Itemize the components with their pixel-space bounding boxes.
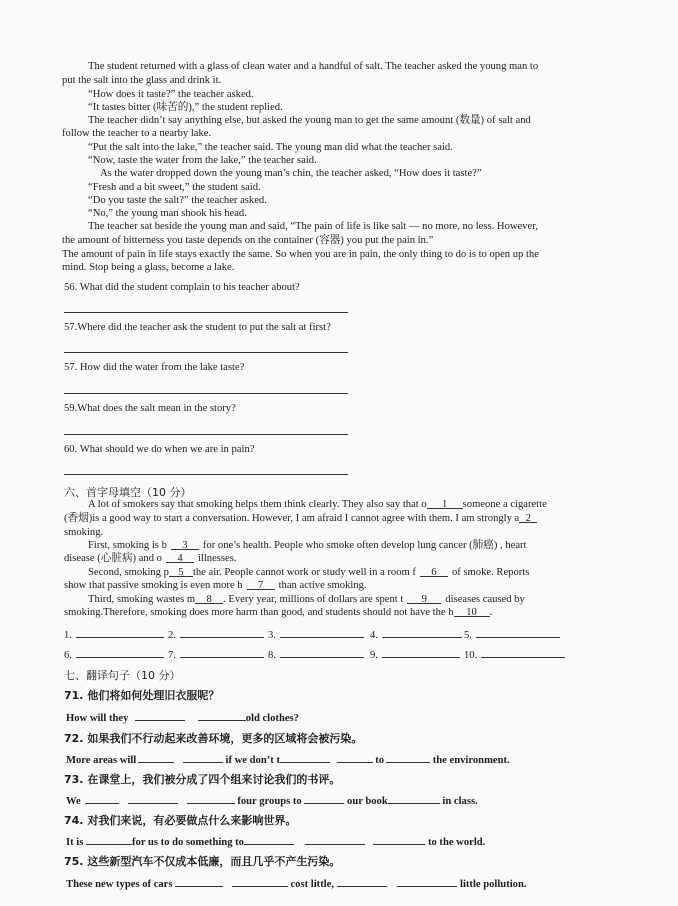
passage-line: As the water dropped down the young man’s chin, the teacher asked, “How does it taste?” (100, 168, 482, 179)
sentence-text: the environment. (432, 755, 510, 766)
cloze-blank-10[interactable]: 10 (454, 606, 490, 617)
cloze-blank-7[interactable]: 7 (247, 579, 275, 590)
translate-blank[interactable] (175, 876, 223, 887)
translate-blank[interactable] (397, 876, 457, 887)
cloze-answer-2[interactable] (180, 627, 264, 638)
cloze-line (64, 552, 237, 565)
sentence-text: for us to do something to (132, 837, 244, 848)
translate-prompt-72: 72. 如果我们不行动起来改善环境，更多的区域将会被污染。 (64, 732, 363, 745)
sentence-text: cost little, (290, 879, 335, 890)
answer-line-59[interactable] (64, 434, 348, 435)
answer-num: 6. (64, 650, 72, 661)
cloze-answer-6[interactable] (76, 647, 164, 658)
cloze-answer-row (64, 627, 164, 641)
cloze-text: diseases caused by (445, 594, 525, 605)
passage-line: “Fresh and a bit sweet,” the student said. (88, 182, 261, 193)
cloze-text: illnesses. (197, 553, 237, 564)
sentence-text: if we don’t t (225, 755, 280, 766)
cloze-text: Second, smoking p (88, 567, 169, 578)
passage-line: put the salt into the glass and drink it. (62, 75, 222, 86)
cloze-text: Third, smoking wastes m (88, 594, 196, 605)
translate-blank[interactable] (280, 752, 330, 763)
translate-blank[interactable] (388, 793, 440, 804)
passage-line: “Now, taste the water from the lake,” the teacher said. (88, 155, 317, 166)
cloze-blank-1[interactable]: 1 (427, 498, 463, 509)
cloze-answer-row (370, 627, 462, 641)
cloze-answer-8[interactable] (280, 647, 364, 658)
cloze-answer-row (370, 647, 460, 661)
cloze-line (88, 593, 525, 606)
cloze-text: show that passive smoking is even more h (64, 580, 243, 591)
passage-line: “How does it taste?” the teacher asked. (88, 89, 254, 100)
translate-blank[interactable] (232, 876, 288, 887)
cloze-blank-2[interactable]: 2 (519, 512, 537, 523)
cloze-answer-5[interactable] (476, 627, 560, 638)
translate-sentence-75 (66, 876, 527, 890)
cloze-answer-row (268, 627, 364, 641)
translate-blank[interactable] (386, 752, 430, 763)
answer-num: 9. (370, 650, 378, 661)
sentence-text: It is (66, 837, 84, 848)
translate-blank[interactable] (373, 834, 425, 845)
translate-blank[interactable] (304, 793, 344, 804)
question-57: 57.Where did the teacher ask the student to put the salt at first? (64, 322, 331, 333)
sentence-text: little pollution. (460, 879, 527, 890)
translate-blank[interactable] (198, 710, 246, 721)
cloze-blank-9[interactable]: 9 (407, 593, 441, 604)
translate-blank[interactable] (128, 793, 178, 804)
translate-sentence-71 (66, 710, 299, 724)
cloze-text: someone a cigarette (462, 499, 547, 510)
section6-title: 六、首字母填空（10 分） (64, 486, 192, 499)
translate-blank[interactable] (86, 834, 132, 845)
translate-blank[interactable] (244, 834, 294, 845)
passage-line: the amount of bitterness you taste depends on the container (容器) you put the pain in.” (62, 235, 434, 246)
cloze-answer-row (464, 627, 560, 641)
sentence-text: to (375, 755, 385, 766)
translate-prompt-75: 75. 这些新型汽车不仅成本低廉，而且几乎不产生污染。 (64, 855, 341, 868)
cloze-text: smoking.Therefore, smoking does more harm than good, and students should not have the h (64, 607, 454, 618)
cloze-line: smoking. (64, 527, 104, 538)
cloze-text: . Every year, millions of dollars are spent t (223, 594, 404, 605)
answer-num: 10. (464, 650, 478, 661)
translate-blank[interactable] (305, 834, 365, 845)
passage-line: mind. Stop being a glass, become a lake. (62, 262, 235, 273)
cloze-answer-row (268, 647, 364, 661)
cloze-answer-9[interactable] (382, 647, 460, 658)
translate-sentence-72 (66, 752, 510, 766)
answer-line-60[interactable] (64, 474, 348, 475)
cloze-answer-row (168, 627, 264, 641)
sentence-text: in class. (442, 796, 478, 807)
passage-line: The teacher didn’t say anything else, but asked the young man to get the same amount (数量) of salt and (88, 115, 531, 126)
cloze-blank-8[interactable]: 8 (195, 593, 223, 604)
cloze-text: First, smoking is b (88, 540, 167, 551)
cloze-blank-5[interactable]: 5 (169, 566, 193, 577)
answer-num: 2. (168, 630, 176, 641)
cloze-line (64, 606, 492, 619)
cloze-blank-6[interactable]: 6 (420, 566, 448, 577)
sentence-text: four groups to (237, 796, 302, 807)
sentence-text: How will they (66, 713, 129, 724)
cloze-answer-7[interactable] (180, 647, 264, 658)
cloze-line (88, 498, 547, 511)
cloze-answer-4[interactable] (382, 627, 462, 638)
cloze-blank-3[interactable]: 3 (171, 539, 199, 550)
answer-num: 3. (268, 630, 276, 641)
cloze-text: (香烟)is a good way to start a conversation. However, I am afraid I cannot agree with them. I am strongly a (64, 513, 520, 524)
translate-prompt-71: 71. 他们将如何处理旧衣服呢？ (64, 689, 220, 702)
cloze-blank-4[interactable]: 4 (166, 552, 194, 563)
answer-num: 1. (64, 630, 72, 641)
cloze-text: for one’s health. People who smoke often develop lung cancer (肺癌) , heart (202, 540, 527, 551)
cloze-text: . (489, 607, 493, 618)
translate-prompt-74: 74. 对我们来说，有必要做点什么来影响世界。 (64, 814, 297, 827)
translate-sentence-74 (66, 834, 485, 848)
translate-blank[interactable] (85, 793, 119, 804)
answer-line-56[interactable] (64, 312, 348, 313)
sentence-text: We (66, 796, 81, 807)
cloze-line (88, 566, 529, 579)
passage-line: follow the teacher to a nearby lake. (62, 128, 212, 139)
cloze-text: A lot of smokers say that smoking helps them think clearly. They also say that o (88, 499, 427, 510)
cloze-answer-10[interactable] (481, 647, 565, 658)
answer-line-57[interactable] (64, 352, 348, 353)
sentence-text: These new types of cars (66, 879, 173, 890)
cloze-line (64, 579, 367, 592)
cloze-text: disease (心脏病) and o (64, 553, 162, 564)
passage-line: The amount of pain in life stays exactly the same. So when you are in pain, the only thing to do is to open up the (62, 249, 539, 260)
sentence-text: More areas will (66, 755, 137, 766)
translate-sentence-73 (66, 793, 478, 807)
translate-blank[interactable] (337, 876, 387, 887)
cloze-answer-row (464, 647, 565, 661)
answer-line-58[interactable] (64, 393, 348, 394)
question-59: 59.What does the salt mean in the story? (64, 403, 236, 414)
cloze-answer-row (64, 647, 164, 661)
translate-blank[interactable] (138, 752, 174, 763)
cloze-text: of smoke. Reports (451, 567, 530, 578)
translate-blank[interactable] (183, 752, 223, 763)
translate-blank[interactable] (187, 793, 235, 804)
cloze-answer-3[interactable] (280, 627, 364, 638)
cloze-answer-1[interactable] (76, 627, 164, 638)
cloze-text: the air. People cannot work or study well in a room f (192, 567, 416, 578)
cloze-line (64, 512, 537, 525)
question-58: 57. How did the water from the lake taste? (64, 362, 245, 373)
passage-line: “Do you taste the salt?” the teacher asked. (88, 195, 267, 206)
cloze-answer-row (168, 647, 264, 661)
passage-line: The student returned with a glass of clean water and a handful of salt. The teacher asked the young man to (88, 61, 539, 72)
translate-blank[interactable] (337, 752, 373, 763)
passage-line: “No,” the young man shook his head. (88, 208, 247, 219)
translate-prompt-73: 73. 在课堂上，我们被分成了四个组来讨论我们的书评。 (64, 773, 341, 786)
cloze-text: than active smoking. (278, 580, 367, 591)
passage-line: “It tastes bitter (味苦的),” the student replied. (88, 102, 283, 113)
sentence-text: our book (347, 796, 388, 807)
translate-blank[interactable] (135, 710, 185, 721)
question-60: 60. What should we do when we are in pain? (64, 444, 255, 455)
answer-num: 8. (268, 650, 276, 661)
question-56: 56. What did the student complain to his teacher about? (64, 282, 300, 293)
cloze-line (88, 539, 527, 552)
answer-num: 4. (370, 630, 378, 641)
passage-line: “Put the salt into the lake,” the teacher said. The young man did what the teacher said. (88, 142, 453, 153)
sentence-text: to the world. (427, 837, 486, 848)
section7-title: 七、翻译句子（10 分） (64, 669, 181, 682)
answer-num: 5. (464, 630, 472, 641)
answer-num: 7. (168, 650, 176, 661)
passage-line: The teacher sat beside the young man and said, “The pain of life is like salt — no more, no less. However, (88, 221, 538, 232)
sentence-text: old clothes? (245, 713, 299, 724)
